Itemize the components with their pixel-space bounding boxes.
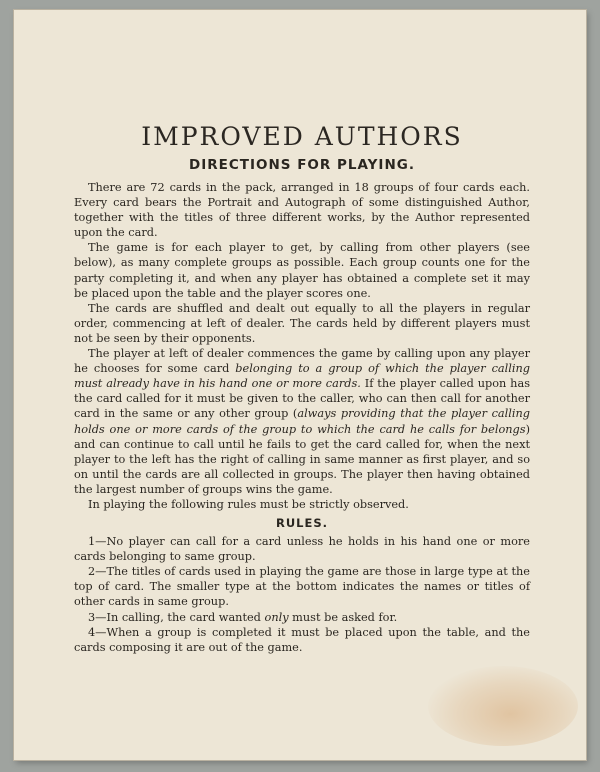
rules-heading: RULES. xyxy=(275,516,329,531)
paragraph-rules-intro: In playing the following rules must be strictly observed. xyxy=(88,497,409,511)
paper-stain xyxy=(428,666,578,746)
document-title: IMPROVED AUTHORS xyxy=(141,122,463,151)
paragraph-card-count: There are 72 cards in the pack, arranged in 18 groups of four cards each. Every card bears the Portrait and Autograph of some distinguished Author, together with the titles of three different works, by the Author represented upon the card. xyxy=(74,181,530,240)
rule-3-text-b: only xyxy=(264,610,289,624)
document-body xyxy=(74,122,530,655)
rule-3-text-c: must be asked for. xyxy=(288,610,398,624)
directions-heading: DIRECTIONS FOR PLAYING. xyxy=(189,157,415,173)
rule-4: 4—When a group is completed it must be placed upon the table, and the cards composing it are out of the game. xyxy=(74,625,530,654)
rule-1: 1—No player can call for a card unless he holds in his hand one or more cards belonging to same group. xyxy=(74,535,530,564)
calling-text-e: ) and can continue to call until he fails to get the card called for, when the next player to the left has the right of calling in same manner as first player, and so on until the cards are all collected in groups. The player then having obtained the largest number of groups wins the game. xyxy=(74,422,530,496)
calling-text-c: If the player called upon has the card called for it must be given to the caller, who can then call for another card in the same or any other group ( xyxy=(74,377,530,421)
rule-3 xyxy=(74,610,530,625)
paragraph-dealing: The cards are shuffled and dealt out equally to all the players in regular order, commencing at left of dealer. The cards held by different players must not be seen by their opponents. xyxy=(74,301,530,345)
calling-text-b: belonging to a group of which the player calling must already have in his hand one or more cards. xyxy=(74,362,530,391)
paragraph-game-object: The game is for each player to get, by calling from other players (see below), as many complete groups as possible. Each group counts one for the party completing it, and when any player has obtained a complete set it may be placed upon the table and the player scores one. xyxy=(74,241,530,300)
rule-2: 2—The titles of cards used in playing the game are those in large type at the top of card. The smaller type at the bottom indicates the names or titles of other cards in same group. xyxy=(74,565,530,609)
paragraph-calling xyxy=(74,346,530,497)
calling-text-d: always providing that the player calling holds one or more cards of the group to which the card he calls for belongs xyxy=(74,407,531,436)
calling-text-a: The player at left of dealer commences the game by calling upon any player he chooses for some card xyxy=(74,347,530,376)
rule-3-text-a: 3—In calling, the card wanted xyxy=(88,610,265,624)
instruction-sheet xyxy=(14,10,586,760)
